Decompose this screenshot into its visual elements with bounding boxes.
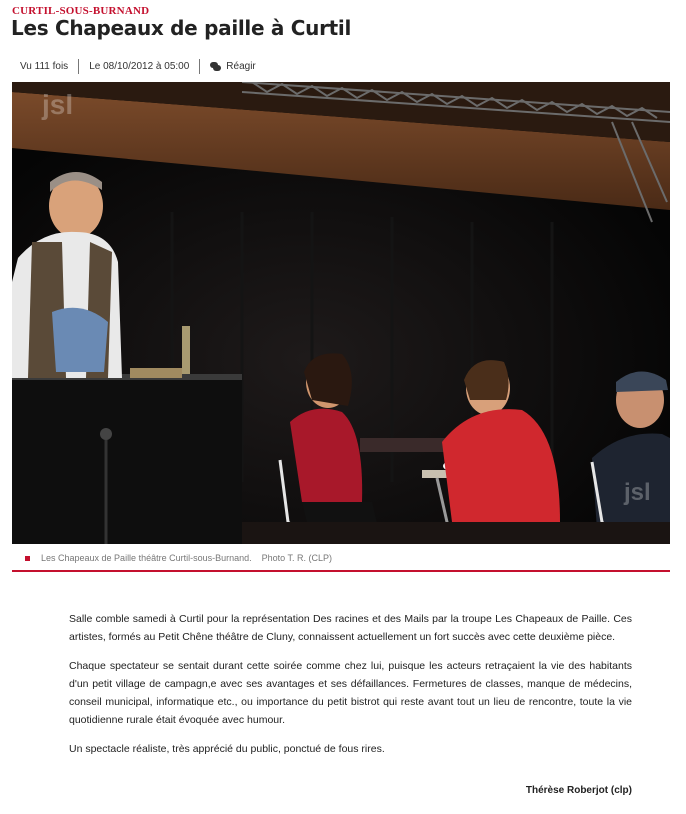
article-title: Les Chapeaux de paille à Curtil <box>11 16 352 40</box>
photo-caption <box>12 549 670 567</box>
photo-credit: Photo T. R. (CLP) <box>261 553 332 563</box>
article-paragraph: Salle comble samedi à Curtil pour la représentation Des racines et des Mails par la troupe Les Chapeaux de Paille. Ces artistes, formés au Petit Chêne théâtre de Cluny, connaissent actuellement un fort succès avec cette deuxième pièce. <box>69 613 632 643</box>
caption-divider <box>12 570 670 572</box>
article-photo[interactable] <box>12 82 670 544</box>
article-paragraph: Chaque spectateur se sentait durant cette soirée comme chez lui, puisque les acteurs retraçaient la vie des habitants d'un petit village de campagn,e avec ses avantages et ses défaillances. Fermetures de classes, manque de médecins, conseil municipal, informatique etc., ou importance du petit bistrot qui reste avant tout un lieu de rencontre, toute la vie quotidienne rurale était évoquée avec humour. <box>69 660 632 726</box>
caption-text: Les Chapeaux de Paille théâtre Curtil-sous-Burnand. <box>41 553 252 563</box>
section-kicker[interactable]: CURTIL-SOUS-BURNAND <box>12 5 150 17</box>
photo-watermark: jsl <box>42 89 74 120</box>
article-meta-bar <box>12 56 672 76</box>
article-paragraph: Un spectacle réaliste, très apprécié du public, ponctué de fous rires. <box>69 743 385 755</box>
publish-date: Le 08/10/2012 à 05:00 <box>89 60 190 72</box>
react-button[interactable] <box>200 61 265 72</box>
article-body <box>69 610 632 769</box>
article-author: Thérèse Roberjot (clp) <box>525 785 632 796</box>
photo-watermark: jsl <box>624 479 651 506</box>
view-count: Vu 111 fois <box>20 60 69 72</box>
comment-bubble-icon <box>210 61 221 72</box>
theatre-stage-illustration <box>12 82 670 544</box>
react-label: Réagir <box>226 60 256 72</box>
caption-bullet <box>25 556 30 561</box>
